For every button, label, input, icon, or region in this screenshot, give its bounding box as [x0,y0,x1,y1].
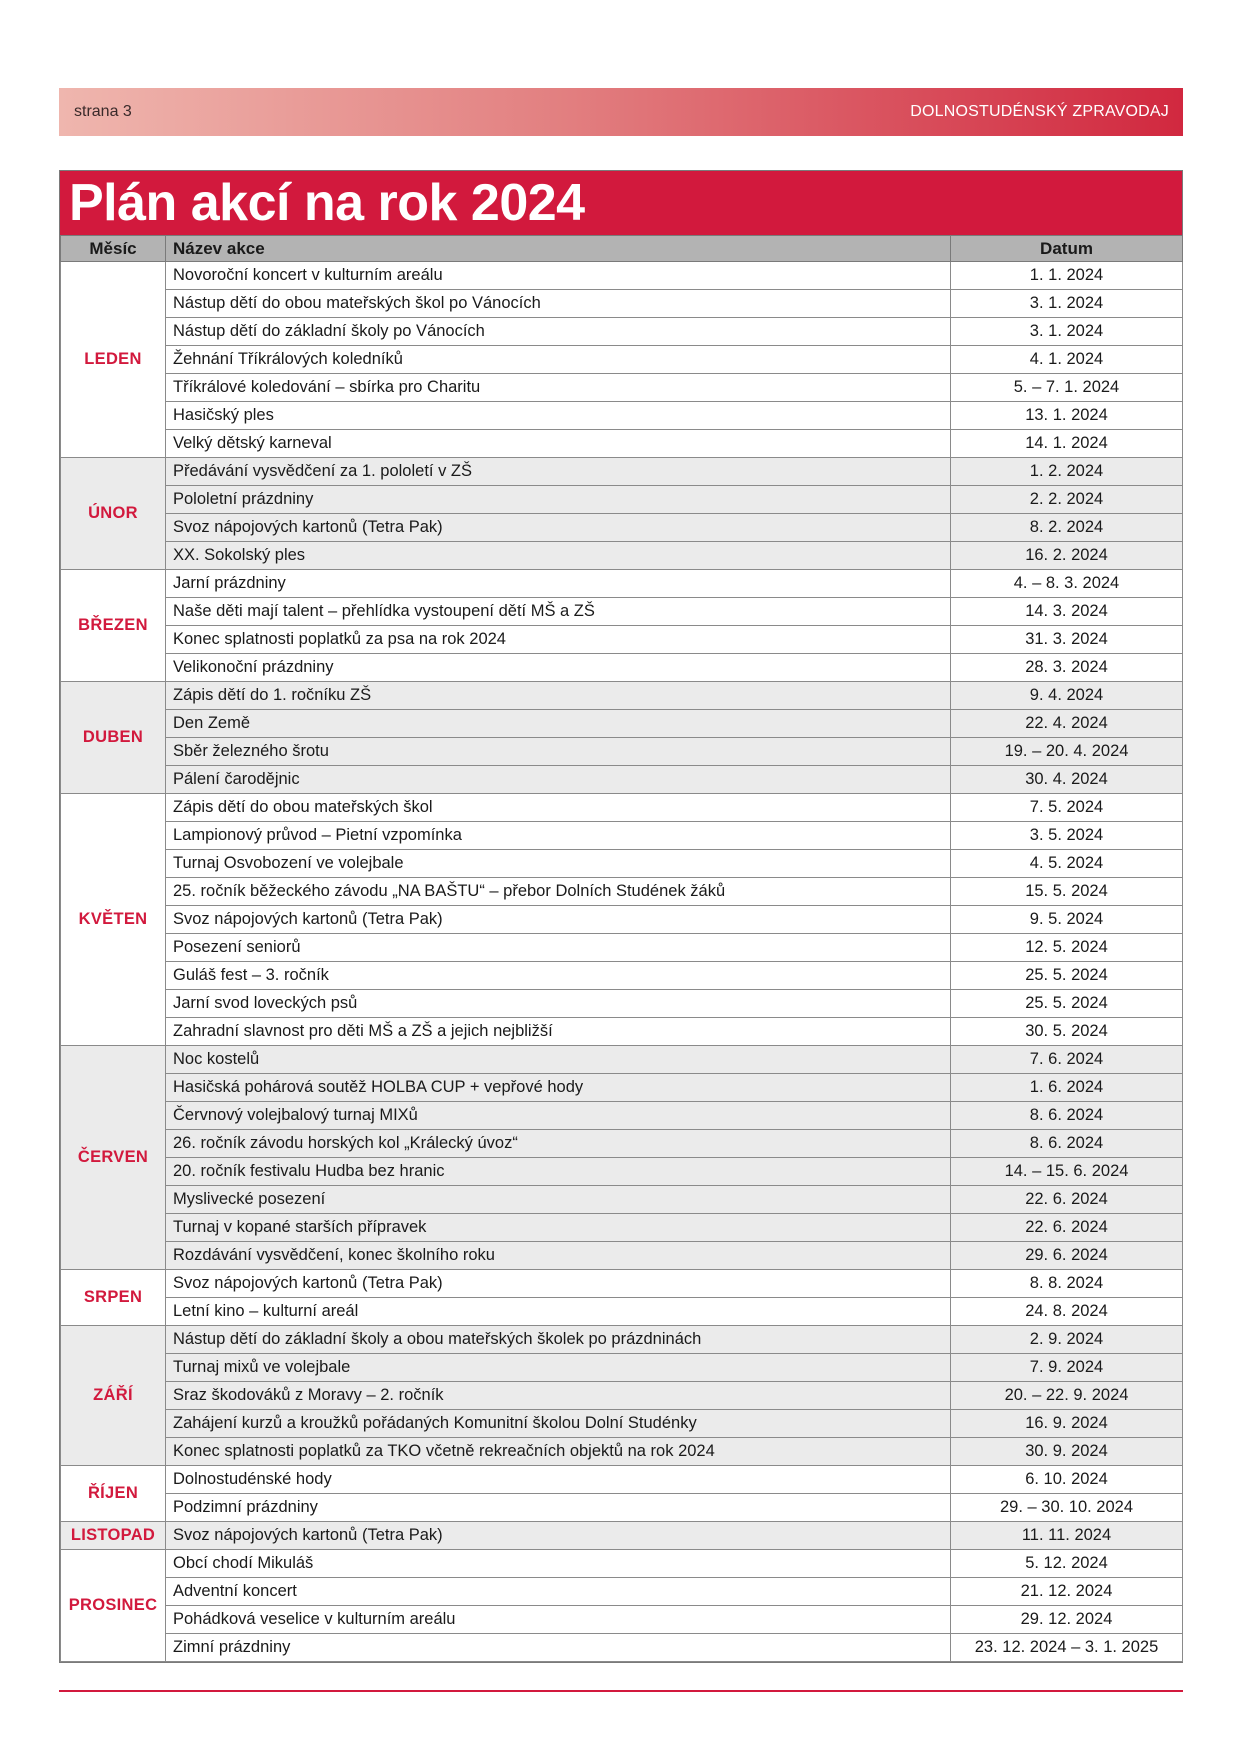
table-row [61,1382,1183,1410]
event-date: 16. 2. 2024 [951,542,1183,570]
event-name: Velký dětský karneval [166,430,951,458]
table-row [61,962,1183,990]
event-name: Svoz nápojových kartonů (Tetra Pak) [166,1522,951,1550]
table-row [61,990,1183,1018]
event-date: 14. 1. 2024 [951,430,1183,458]
event-name: Turnaj v kopané starších přípravek [166,1214,951,1242]
table-row [61,570,1183,598]
event-date: 1. 2. 2024 [951,458,1183,486]
month-label: ÚNOR [61,458,166,570]
event-name: Pohádková veselice v kulturním areálu [166,1606,951,1634]
table-row [61,1634,1183,1662]
event-name: Naše děti mají talent – přehlídka vystoupení dětí MŠ a ZŠ [166,598,951,626]
table-row [61,346,1183,374]
event-date: 20. – 22. 9. 2024 [951,1382,1183,1410]
month-label: DUBEN [61,682,166,794]
event-name: Žehnání Tříkrálových koledníků [166,346,951,374]
event-date: 4. – 8. 3. 2024 [951,570,1183,598]
table-row [61,318,1183,346]
event-date: 4. 5. 2024 [951,850,1183,878]
table-row [61,766,1183,794]
event-date: 8. 6. 2024 [951,1102,1183,1130]
month-label: KVĚTEN [61,794,166,1046]
page-number: strana 3 [74,103,132,120]
event-date: 22. 4. 2024 [951,710,1183,738]
table-row [61,1186,1183,1214]
event-date: 8. 6. 2024 [951,1130,1183,1158]
column-header-date: Datum [951,236,1183,262]
event-date: 22. 6. 2024 [951,1186,1183,1214]
event-name: 25. ročník běžeckého závodu „NA BAŠTU“ – přebor Dolních Studének žáků [166,878,951,906]
table-row [61,934,1183,962]
event-name: Hasičská pohárová soutěž HOLBA CUP + vepřové hody [166,1074,951,1102]
table-row [61,1354,1183,1382]
event-date: 7. 6. 2024 [951,1046,1183,1074]
event-name: Zápis dětí do obou mateřských škol [166,794,951,822]
event-name: Nástup dětí do základní školy a obou mateřských školek po prázdninách [166,1326,951,1354]
event-date: 4. 1. 2024 [951,346,1183,374]
event-name: Letní kino – kulturní areál [166,1298,951,1326]
event-date: 31. 3. 2024 [951,626,1183,654]
events-table-container [59,170,1183,1663]
event-date: 1. 6. 2024 [951,1074,1183,1102]
event-date: 13. 1. 2024 [951,402,1183,430]
table-row [61,1606,1183,1634]
table-row [61,710,1183,738]
event-name: Dolnostudénské hody [166,1466,951,1494]
event-name: Jarní prázdniny [166,570,951,598]
table-row [61,1018,1183,1046]
event-name: Turnaj mixů ve volejbale [166,1354,951,1382]
event-date: 21. 12. 2024 [951,1578,1183,1606]
month-label: SRPEN [61,1270,166,1326]
event-date: 3. 1. 2024 [951,318,1183,346]
table-row [61,402,1183,430]
publication-name: DOLNOSTUDÉNSKÝ ZPRAVODAJ [910,103,1169,120]
event-name: Konec splatnosti poplatků za TKO včetně rekreačních objektů na rok 2024 [166,1438,951,1466]
event-name: 26. ročník závodu horských kol „Králecký úvoz“ [166,1130,951,1158]
event-date: 29. 6. 2024 [951,1242,1183,1270]
event-name: Konec splatnosti poplatků za psa na rok 2024 [166,626,951,654]
table-row [61,1326,1183,1354]
table-row [61,626,1183,654]
event-name: Noc kostelů [166,1046,951,1074]
event-date: 14. – 15. 6. 2024 [951,1158,1183,1186]
event-name: Podzimní prázdniny [166,1494,951,1522]
event-date: 30. 9. 2024 [951,1438,1183,1466]
table-row [61,262,1183,290]
table-row [61,682,1183,710]
event-name: Pololetní prázdniny [166,486,951,514]
bottom-divider [59,1690,1183,1692]
table-row [61,850,1183,878]
event-name: Myslivecké posezení [166,1186,951,1214]
table-row [61,1438,1183,1466]
event-date: 5. 12. 2024 [951,1550,1183,1578]
month-label: PROSINEC [61,1550,166,1662]
event-date: 2. 9. 2024 [951,1326,1183,1354]
event-date: 14. 3. 2024 [951,598,1183,626]
table-row [61,374,1183,402]
event-date: 29. – 30. 10. 2024 [951,1494,1183,1522]
event-date: 25. 5. 2024 [951,990,1183,1018]
event-date: 29. 12. 2024 [951,1606,1183,1634]
event-date: 5. – 7. 1. 2024 [951,374,1183,402]
table-row [61,738,1183,766]
month-label: ČERVEN [61,1046,166,1270]
event-date: 23. 12. 2024 – 3. 1. 2025 [951,1634,1183,1662]
event-name: Posezení seniorů [166,934,951,962]
event-name: Sraz škodováků z Moravy – 2. ročník [166,1382,951,1410]
event-date: 8. 2. 2024 [951,514,1183,542]
events-table-body [61,262,1183,1662]
event-date: 25. 5. 2024 [951,962,1183,990]
event-name: Nástup dětí do obou mateřských škol po Vánocích [166,290,951,318]
table-row [61,598,1183,626]
event-name: Jarní svod loveckých psů [166,990,951,1018]
table-row [61,1270,1183,1298]
table-row [61,290,1183,318]
event-date: 15. 5. 2024 [951,878,1183,906]
event-date: 1. 1. 2024 [951,262,1183,290]
event-name: Velikonoční prázdniny [166,654,951,682]
table-row [61,486,1183,514]
table-row [61,1494,1183,1522]
event-date: 7. 5. 2024 [951,794,1183,822]
table-row [61,654,1183,682]
event-name: Lampionový průvod – Pietní vzpomínka [166,822,951,850]
page-title: Plán akcí na rok 2024 [60,171,1182,235]
event-name: Tříkrálové koledování – sbírka pro Charitu [166,374,951,402]
event-name: Svoz nápojových kartonů (Tetra Pak) [166,514,951,542]
table-row [61,1074,1183,1102]
table-row [61,1410,1183,1438]
event-name: Den Země [166,710,951,738]
table-row [61,794,1183,822]
event-name: Rozdávání vysvědčení, konec školního roku [166,1242,951,1270]
event-name: Turnaj Osvobození ve volejbale [166,850,951,878]
event-date: 8. 8. 2024 [951,1270,1183,1298]
month-label: LISTOPAD [61,1522,166,1550]
event-date: 7. 9. 2024 [951,1354,1183,1382]
table-row [61,1102,1183,1130]
table-row [61,1550,1183,1578]
event-name: Nástup dětí do základní školy po Vánocích [166,318,951,346]
event-date: 28. 3. 2024 [951,654,1183,682]
table-row [61,1578,1183,1606]
table-row [61,1522,1183,1550]
event-date: 30. 5. 2024 [951,1018,1183,1046]
month-label: ŘÍJEN [61,1466,166,1522]
table-row [61,822,1183,850]
table-row [61,458,1183,486]
column-header-month: Měsíc [61,236,166,262]
event-name: Obcí chodí Mikuláš [166,1550,951,1578]
page-header-bar [59,88,1183,136]
table-row [61,514,1183,542]
event-name: Novoroční koncert v kulturním areálu [166,262,951,290]
event-date: 2. 2. 2024 [951,486,1183,514]
table-row [61,1158,1183,1186]
month-label: ZÁŘÍ [61,1326,166,1466]
event-name: XX. Sokolský ples [166,542,951,570]
event-name: Adventní koncert [166,1578,951,1606]
table-row [61,1466,1183,1494]
event-date: 16. 9. 2024 [951,1410,1183,1438]
event-name: Guláš fest – 3. ročník [166,962,951,990]
table-header-row [61,236,1183,262]
table-row [61,1046,1183,1074]
event-name: Pálení čarodějnic [166,766,951,794]
event-name: Předávání vysvědčení za 1. pololetí v ZŠ [166,458,951,486]
table-row [61,1298,1183,1326]
event-name: Zimní prázdniny [166,1634,951,1662]
event-name: Zahájení kurzů a kroužků pořádaných Komunitní školou Dolní Studénky [166,1410,951,1438]
event-date: 11. 11. 2024 [951,1522,1183,1550]
table-row [61,878,1183,906]
event-name: Svoz nápojových kartonů (Tetra Pak) [166,1270,951,1298]
month-label: LEDEN [61,262,166,458]
event-date: 6. 10. 2024 [951,1466,1183,1494]
table-row [61,1214,1183,1242]
event-date: 9. 4. 2024 [951,682,1183,710]
month-label: BŘEZEN [61,570,166,682]
event-name: 20. ročník festivalu Hudba bez hranic [166,1158,951,1186]
table-row [61,1130,1183,1158]
table-row [61,542,1183,570]
event-date: 19. – 20. 4. 2024 [951,738,1183,766]
event-name: Hasičský ples [166,402,951,430]
event-date: 12. 5. 2024 [951,934,1183,962]
event-date: 24. 8. 2024 [951,1298,1183,1326]
event-date: 9. 5. 2024 [951,906,1183,934]
table-row [61,1242,1183,1270]
event-name: Sběr železného šrotu [166,738,951,766]
event-date: 22. 6. 2024 [951,1214,1183,1242]
table-row [61,906,1183,934]
event-name: Zápis dětí do 1. ročníku ZŠ [166,682,951,710]
events-table [60,235,1183,1662]
event-date: 3. 1. 2024 [951,290,1183,318]
event-name: Červnový volejbalový turnaj MIXů [166,1102,951,1130]
column-header-name: Název akce [166,236,951,262]
event-date: 3. 5. 2024 [951,822,1183,850]
table-row [61,430,1183,458]
event-name: Zahradní slavnost pro děti MŠ a ZŠ a jejich nejbližší [166,1018,951,1046]
event-name: Svoz nápojových kartonů (Tetra Pak) [166,906,951,934]
event-date: 30. 4. 2024 [951,766,1183,794]
